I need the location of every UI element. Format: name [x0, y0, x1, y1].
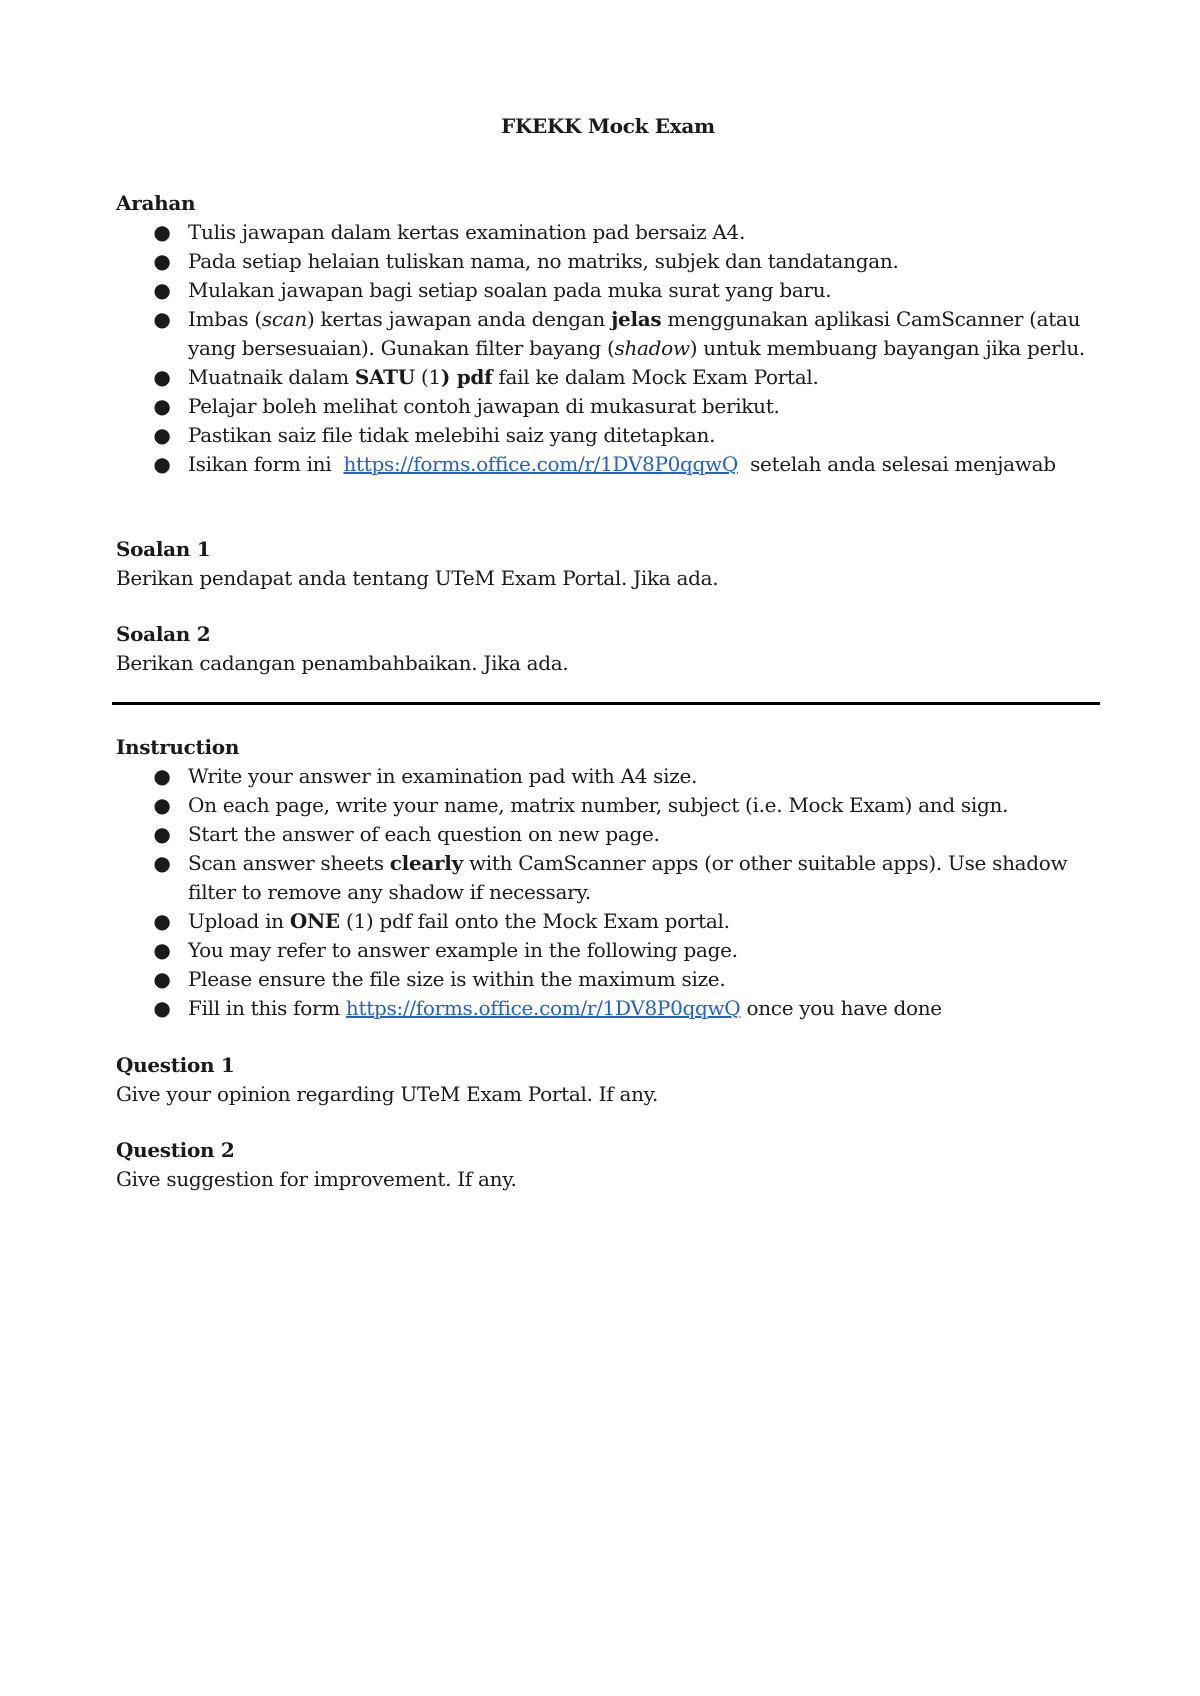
list-item: ● Please ensure the file size is within the maximum size.	[188, 965, 1100, 994]
list-item: ● Pada setiap helaian tuliskan nama, no matriks, subjek dan tandatangan.	[188, 247, 1100, 276]
list-item: ● Pastikan saiz file tidak melebihi saiz yang ditetapkan.	[188, 421, 1100, 450]
section-divider	[112, 702, 1100, 705]
bullet-icon: ●	[153, 996, 171, 1020]
bullet-icon: ●	[153, 967, 171, 991]
bullet-icon: ●	[153, 423, 171, 447]
list-item: ● Upload in ONE (1) pdf fail onto the Mock Exam portal.	[188, 907, 1100, 936]
list-item: ● You may refer to answer example in the following page.	[188, 936, 1100, 965]
list-item: ● Pelajar boleh melihat contoh jawapan di mukasurat berikut.	[188, 392, 1100, 421]
form-link-malay[interactable]: https://forms.office.com/r/1DV8P0qqwQ	[343, 452, 738, 476]
bullet-icon: ●	[153, 822, 171, 846]
question-1-text: Give your opinion regarding UTeM Exam Portal. If any.	[116, 1082, 659, 1106]
list-item: ● Start the answer of each question on new page.	[188, 820, 1100, 849]
list-item: ● On each page, write your name, matrix number, subject (i.e. Mock Exam) and sign.	[188, 791, 1100, 820]
form-link-english[interactable]: https://forms.office.com/r/1DV8P0qqwQ	[345, 996, 741, 1020]
soalan-2-text: Berikan cadangan penambahbaikan. Jika ada.	[116, 651, 569, 675]
soalan-1-heading: Soalan 1	[116, 537, 211, 561]
bullet-icon: ●	[153, 793, 171, 817]
soalan-1-text: Berikan pendapat anda tentang UTeM Exam Portal. Jika ada.	[116, 566, 719, 590]
list-item: ● Scan answer sheets clearly with CamScanner apps (or other suitable apps). Use shadow filter to remove any shadow if necessary.	[153, 851, 1068, 904]
bullet-icon: ●	[153, 851, 171, 875]
page-title: FKEKK Mock Exam	[501, 114, 715, 138]
bullet-icon: ●	[153, 938, 171, 962]
question-1-heading: Question 1	[116, 1053, 235, 1077]
list-item: ● Write your answer in examination pad with A4 size.	[188, 762, 1100, 791]
list-item: ● Muatnaik dalam SATU (1) pdf fail ke dalam Mock Exam Portal.	[188, 363, 1100, 392]
bullet-icon: ●	[153, 452, 171, 476]
arahan-heading: Arahan	[116, 191, 196, 215]
bullet-icon: ●	[153, 249, 171, 273]
bullet-icon: ●	[153, 220, 171, 244]
list-item: ● Tulis jawapan dalam kertas examination pad bersaiz A4.	[188, 218, 1100, 247]
list-item: ● Mulakan jawapan bagi setiap soalan pada muka surat yang baru.	[188, 276, 1100, 305]
soalan-2-heading: Soalan 2	[116, 622, 211, 646]
list-item: ● Isikan form ini https://forms.office.com/r/1DV8P0qqwQ setelah anda selesai menjawab	[188, 450, 1100, 479]
list-item: ● Imbas (scan) kertas jawapan anda dengan jelas menggunakan aplikasi CamScanner (atau yang bersesuaian). Gunakan filter bayang (shadow) untuk membuang bayangan jika perlu.	[153, 307, 1085, 360]
instruction-list	[116, 762, 1100, 1023]
arahan-list	[116, 218, 1100, 479]
question-2-text: Give suggestion for improvement. If any.	[116, 1167, 517, 1191]
bullet-icon: ●	[153, 764, 171, 788]
bullet-icon: ●	[153, 365, 171, 389]
bullet-icon: ●	[153, 909, 171, 933]
bullet-icon: ●	[153, 394, 171, 418]
list-item: ● Fill in this form https://forms.office.com/r/1DV8P0qqwQ once you have done	[188, 994, 1100, 1023]
question-2-heading: Question 2	[116, 1138, 235, 1162]
document-content	[116, 112, 1100, 1194]
instruction-heading: Instruction	[116, 735, 240, 759]
bullet-icon: ●	[153, 307, 171, 331]
bullet-icon: ●	[153, 278, 171, 302]
